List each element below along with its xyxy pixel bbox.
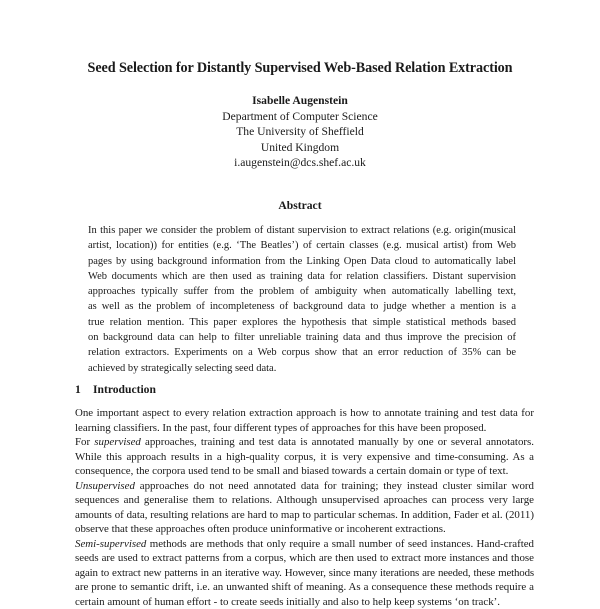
section-title: Introduction [93, 383, 156, 396]
abstract-line: artist, location)) for entities (e.g. ‘The Beatles’) of certain classes (e.g. musical artist) from Web [88, 238, 516, 253]
paragraph-line: While this approach results in a high-quality corpus, it is very expensive and time-consuming. As a [75, 450, 534, 465]
emphasis-term: Semi-supervised [75, 538, 146, 550]
section-number: 1 [75, 383, 93, 396]
author-department: Department of Computer Science [0, 109, 600, 125]
paragraph-line: observe that these approaches often produce uninformative or incoherent extractions. [75, 522, 534, 537]
paragraph-line: are prone to semantic drift, i.e. an unwanted shift of meaning. As a consequence these methods require a [75, 580, 534, 595]
abstract-line: approaches typically suffer from the problem of ambiguity when automatically labelling text, [88, 284, 516, 299]
line-text: methods are methods that only require a small number of seed instances. Hand-crafted [146, 538, 534, 550]
paragraph-line: seeds are used to extract patterns from a corpus, which are then used to extract more instances and those [75, 551, 534, 566]
emphasis-term: Unsupervised [75, 480, 135, 492]
introduction-body [75, 406, 534, 609]
abstract-line: true relation mention. This paper explores the hypothesis that simple statistical methods based [88, 315, 516, 330]
paper-title: Seed Selection for Distantly Supervised Web-Based Relation Extraction [0, 60, 600, 77]
abstract-line: pages by using background information from the Linking Open Data cloud to automatically label [88, 254, 516, 269]
line-text: approaches do not need annotated data for training; they instead cluster similar word [135, 480, 534, 492]
abstract-line: In this paper we consider the problem of distant supervision to extract relations (e.g. origin(musical [88, 223, 516, 238]
abstract-line: relation extractors. Experiments on a Web corpus show that an error reduction of 35% can be [88, 345, 516, 360]
abstract-heading: Abstract [0, 199, 600, 212]
line-text: approaches, training and test data is annotated manually by one or several annotators. [141, 436, 534, 448]
abstract-line: Web documents which are then used as training data for relation classifiers. Distant supervision [88, 269, 516, 284]
paragraph-line: again to extract new patterns in an iterative way. However, since many iterations are needed, these methods [75, 566, 534, 581]
abstract-body [88, 223, 516, 376]
paragraph-line: certain amount of human effort - to create seeds initially and also to help keep systems ‘on track’. [75, 595, 534, 609]
paragraph-line [75, 479, 534, 494]
paragraph-line [75, 537, 534, 552]
paragraph-line: consequence, the corpora used tend to be small and biased towards a certain domain or type of text. [75, 464, 534, 479]
author-name: Isabelle Augenstein [0, 93, 600, 109]
paragraph-line: For supervised approaches, training and test data is annotated manually by one or several annotators. [75, 435, 534, 450]
abstract-line: achieved by strategically selecting seed data. [88, 361, 516, 376]
paragraph-line: sequences and generalise them to relations. Although unsupervised aproaches can process very large [75, 493, 534, 508]
abstract-line: as well as the problem of incompleteness of background data to judge whether a mention is a [88, 299, 516, 314]
abstract-line: on background data can help to filter unreliable training data and thus improve the precision of [88, 330, 516, 345]
paragraph-line: One important aspect to every relation extraction approach is how to annotate training and test data for [75, 406, 534, 421]
emphasis-term: supervised [94, 436, 141, 448]
author-email: i.augenstein@dcs.shef.ac.uk [0, 155, 600, 171]
paragraph-line: learning classifiers. In the past, four different types of approaches for this have been proposed. [75, 421, 534, 436]
section-heading [75, 383, 156, 396]
paragraph-line: amounts of data, resulting relations are hard to map to particular schemas. In addition, Fader et al. (2011) [75, 508, 534, 523]
author-block [0, 93, 600, 171]
author-university: The University of Sheffield [0, 124, 600, 140]
author-country: United Kingdom [0, 140, 600, 156]
